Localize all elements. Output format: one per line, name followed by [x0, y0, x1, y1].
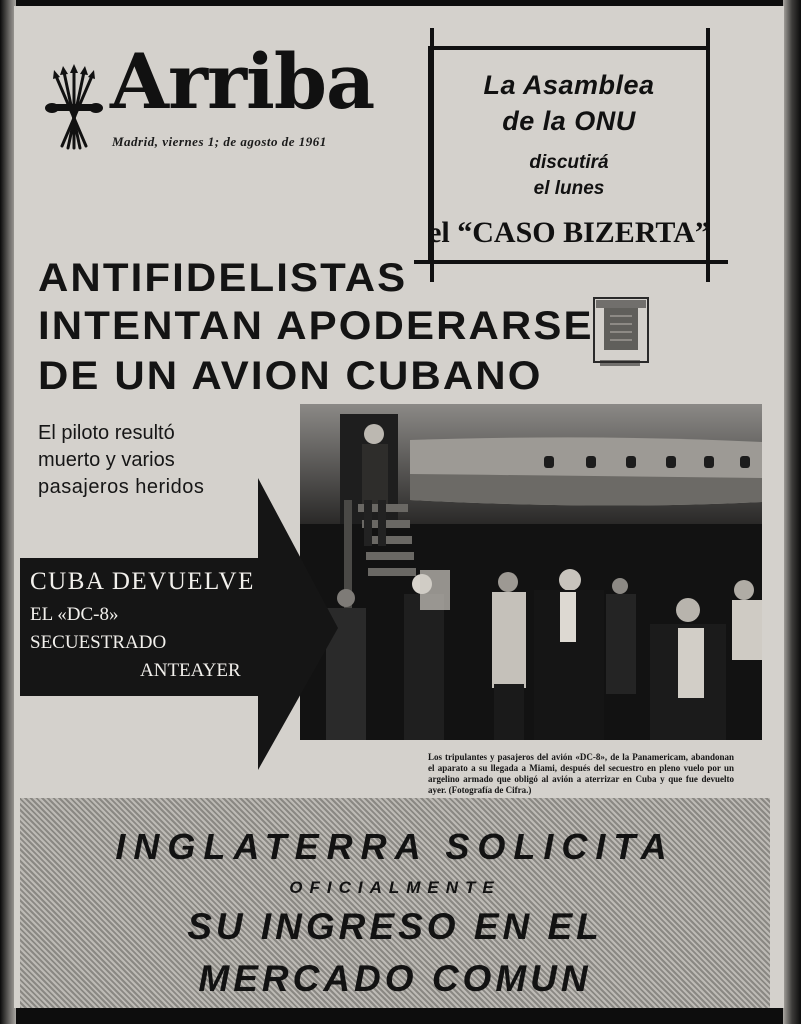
main-headline-line2: INTENTAN APODERARSE	[38, 304, 594, 348]
subhead-line3: pasajeros heridos	[38, 476, 205, 498]
dateline: Madrid, viernes 1; de agosto de 1961	[112, 134, 327, 149]
yoke-and-arrows-icon	[44, 64, 104, 154]
page-right-edge	[783, 0, 801, 1024]
photo-caption: Los tripulantes y pasajeros del avión «DC-8», de la Panamericam, abandonan el aparato a su llegada a Miami, después del secuestro en pleno vuelo por un argelino armado que obligó al avión a aterrizar en Cuba y que fue devuelto ayer. (Fotografía de Cifra.)	[428, 752, 734, 795]
onu-subline1: discutirá	[529, 152, 609, 173]
onu-caso-bizerta: el “CASO BIZERTA”	[428, 216, 710, 249]
banner-line2: OFICIALMENTE	[289, 878, 501, 897]
subhead-line1: El piloto resultó	[38, 422, 175, 444]
onu-subline2: el lunes	[533, 178, 605, 199]
library-stamp-icon	[590, 294, 652, 370]
main-headline-line1: ANTIFIDELISTAS	[38, 256, 408, 300]
onu-headline-line2: de la ONU	[502, 106, 636, 136]
box-rule-bottom	[414, 260, 728, 264]
main-headline-line3: DE UN AVION CUBANO	[38, 354, 543, 398]
banner-line4: MERCADO COMUN	[198, 958, 592, 999]
masthead-title: Arriba	[110, 37, 375, 126]
onu-headline-line1: La Asamblea	[483, 70, 655, 100]
airplane-photo-illustration	[300, 404, 762, 740]
subhead-line2: muerto y varios	[38, 449, 175, 471]
newspaper-page	[14, 6, 784, 1008]
arrow-line3: SECUESTRADO	[30, 632, 167, 653]
arrow-line2: EL «DC-8»	[30, 604, 119, 625]
airplane-photo	[300, 404, 762, 740]
banner-line3: SU INGRESO EN EL	[187, 906, 603, 947]
arrow-headline: CUBA DEVUELVE	[30, 568, 255, 595]
arrow-line4: ANTEAYER	[140, 660, 241, 681]
banner-line1: INGLATERRA SOLICITA	[115, 826, 675, 867]
